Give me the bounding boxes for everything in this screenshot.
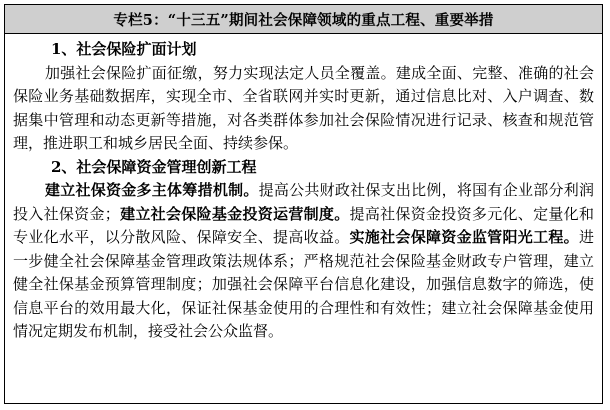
box-title: 专栏5：“十三五”期间社会保障领域的重点工程、重要举措 [5,5,602,34]
special-column-box [4,4,603,404]
text-run-2: 提高社保资金投资多元化、定量化和专业化水平，以分散风险、保障安全、提高收益。 [13,204,594,246]
bold-phrase-1: 建立社保资金多主体筹措机制。 [45,181,259,199]
section-heading-2: 2、社会保障资金管理创新工程 [51,157,257,176]
text-run-3: 进一步健全社会保障基金管理政策法规体系；严格规范社会保险基金财政专户管理，建立健全社保基金预算管理制度；加强社会保障平台信息化建设，加强信息数字的筛选，使信息平台的效用最大化，保证社保基金使用的合理性和有效性；建立社会保障基金使用情况定期发布机制，接受社会公众监督。 [13,228,594,340]
section-heading-1: 1、社会保险扩面计划 [51,40,197,58]
section-paragraph-1: 加强社会保险扩面征缴，努力实现法定人员全覆盖。建成全面、完整、准确的社会保险业务基础数据库，实现全市、全省联网并实时更新，通过信息比对、入户调查、数据集中管理和动态更新等措施，对各类群体参加社会保险情况进行记录、核查和规范管理，推进职工和城乡居民全面、持续参保。 [13,63,594,152]
box-content [5,34,602,344]
bold-phrase-2: 建立社会保险基金投资运营制度。 [119,204,350,223]
section-paragraph-2 [13,179,594,344]
text-run-1: 提高公共财政社保支出比例，将国有企业部分利润投入社保资金； [13,181,594,223]
bold-phrase-3: 实施社会保障资金监管阳光工程。 [349,228,579,246]
